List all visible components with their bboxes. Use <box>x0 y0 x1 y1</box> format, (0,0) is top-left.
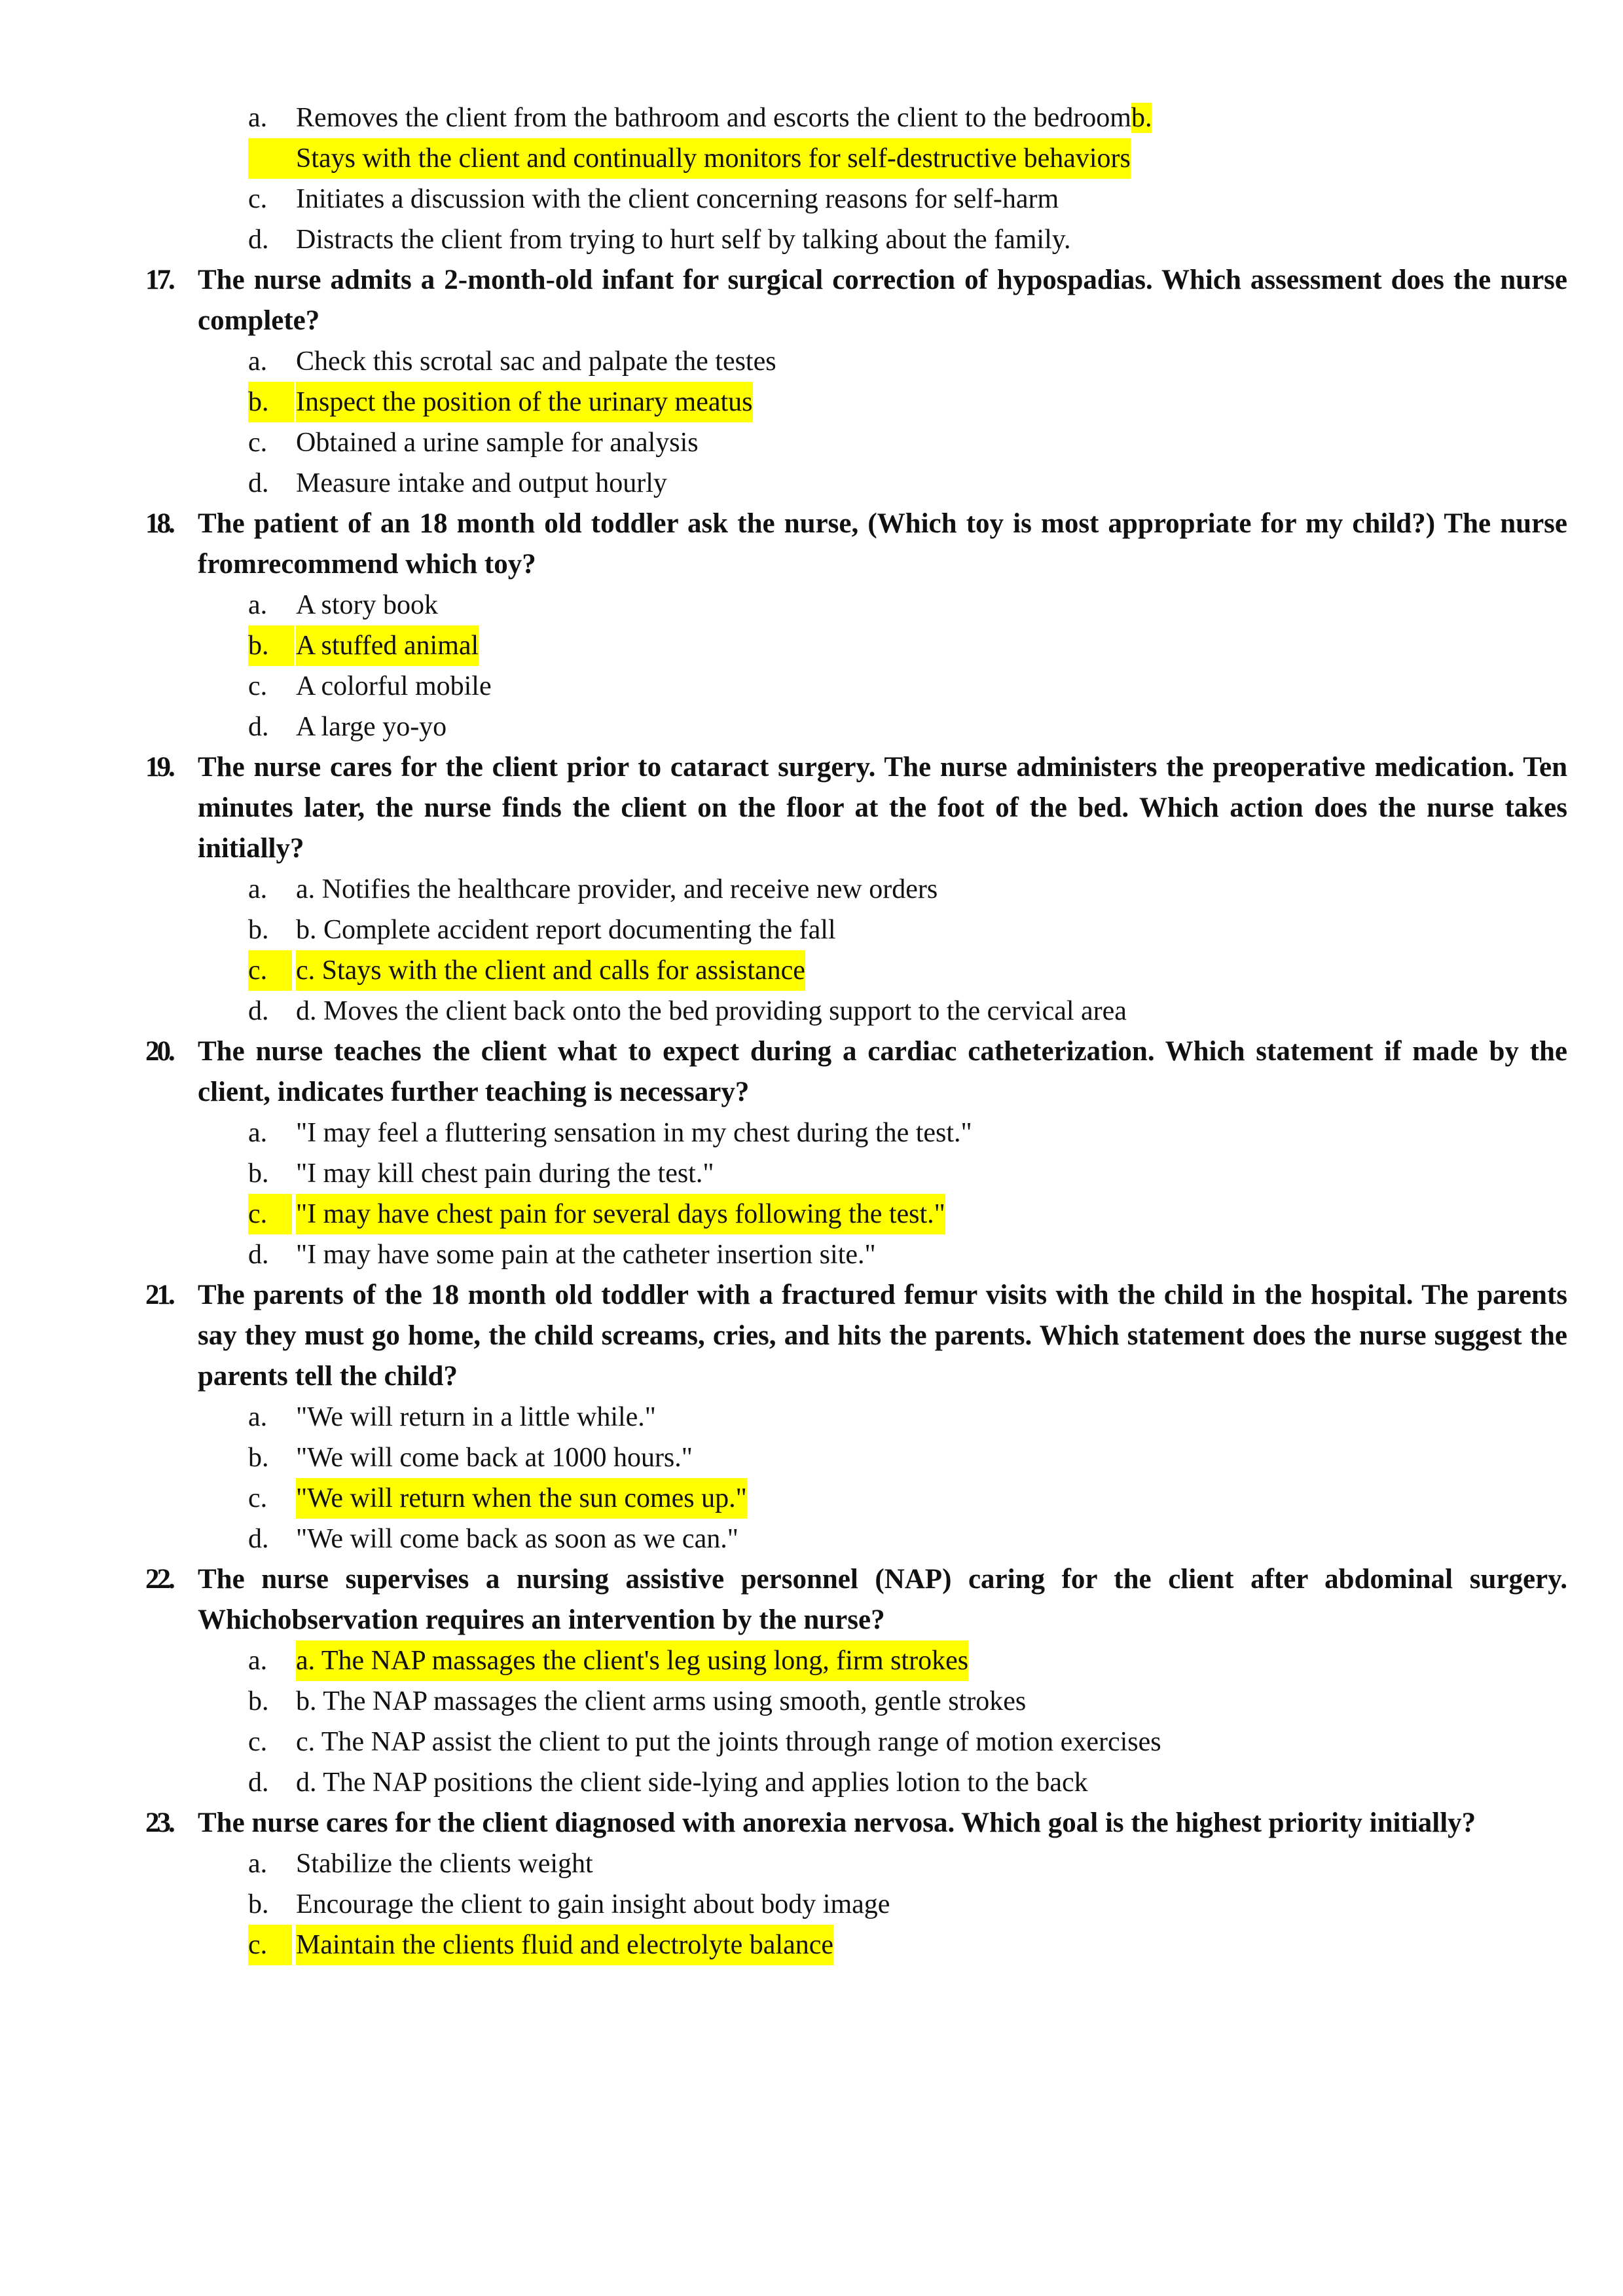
answer-option <box>0 707 1623 747</box>
option-letter: c. <box>248 428 268 458</box>
question-number: 17. <box>145 265 173 295</box>
option-letter: c. <box>248 1483 268 1513</box>
question <box>0 747 1623 869</box>
question-text: The nurse cares for the client diagnosed with anorexia nervosa. Which goal is the highest priority initially? <box>198 1807 1476 1838</box>
option-text: Stabilize the clients weight <box>296 1849 593 1879</box>
option-letter: a. <box>248 346 268 377</box>
answer-option <box>0 219 1623 260</box>
option-text: Obtained a urine sample for analysis <box>296 428 699 458</box>
answer-option <box>0 1640 1623 1681</box>
answer-option <box>0 910 1623 950</box>
option-letter: d. <box>248 1524 269 1554</box>
option-letter: d. <box>248 996 269 1026</box>
option-letter: a. <box>248 590 268 620</box>
option-letter: c. <box>248 1727 268 1757</box>
option-text: b. Complete accident report documenting the fall <box>296 915 836 945</box>
answer-option <box>0 991 1623 1031</box>
option-a-text: Removes the client from the bathroom and escorts the client to the bedroom <box>296 103 1131 133</box>
question-number: 21. <box>145 1280 173 1310</box>
answer-option <box>0 1153 1623 1194</box>
option-text: Distracts the client from trying to hurt self by talking about the family. <box>296 225 1071 255</box>
option-text: A colorful mobile <box>296 671 492 701</box>
option-letter: c. <box>248 184 268 214</box>
option-letter: b. <box>248 1158 269 1189</box>
option-letter: b. <box>248 625 294 666</box>
document-page <box>0 98 1623 1965</box>
question <box>0 1803 1623 1843</box>
option-text: "I may kill chest pain during the test." <box>296 1158 714 1189</box>
question-text: The nurse admits a 2-month-old infant for surgical correction of hypospadias. Which assessment does the nurse complete? <box>198 265 1567 336</box>
question <box>0 1031 1623 1113</box>
answer-option <box>0 341 1623 382</box>
option-letter: c. <box>248 1925 292 1965</box>
option-text: Maintain the clients fluid and electrolyte balance <box>296 1925 833 1965</box>
option-text: b. The NAP massages the client arms using smooth, gentle strokes <box>296 1686 1027 1716</box>
option-letter: d. <box>248 712 269 742</box>
option-text: "I may have some pain at the catheter insertion site." <box>296 1240 876 1270</box>
answer-option <box>0 950 1623 991</box>
option-b-letter: b. <box>1131 103 1152 133</box>
option-letter: d. <box>248 1240 269 1270</box>
option-text: c. The NAP assist the client to put the joints through range of motion exercises <box>296 1727 1161 1757</box>
answer-option <box>0 382 1623 422</box>
option-letter: b. <box>248 382 294 422</box>
answer-option <box>0 1113 1623 1153</box>
option-text: a. Notifies the healthcare provider, and receive new orders <box>296 874 938 904</box>
option-letter: c. <box>248 1194 292 1234</box>
option-text: Measure intake and output hourly <box>296 468 667 498</box>
option-text: A stuffed animal <box>296 625 479 666</box>
option-b <box>0 138 1623 179</box>
option-letter: d. <box>248 468 269 498</box>
question-text: The nurse teaches the client what to expect during a cardiac catheterization. Which statement if made by the client, indicates further teaching is necessary? <box>198 1036 1567 1107</box>
answer-option <box>0 1234 1623 1275</box>
answer-option <box>0 1925 1623 1965</box>
option-text: Inspect the position of the urinary meatus <box>296 382 753 422</box>
option-letter: b. <box>248 1686 269 1716</box>
option-letter: d. <box>248 1768 269 1798</box>
option-text: d. The NAP positions the client side-lying and applies lotion to the back <box>296 1768 1088 1798</box>
option-text: d. Moves the client back onto the bed providing support to the cervical area <box>296 996 1127 1026</box>
option-letter: a. <box>248 1849 268 1879</box>
question <box>0 1559 1623 1640</box>
option-letter: b. <box>248 915 269 945</box>
answer-option <box>0 1194 1623 1234</box>
question <box>0 504 1623 585</box>
option-letter: c. <box>248 950 292 991</box>
option-letter: c. <box>248 671 268 701</box>
question-text: The patient of an 18 month old toddler ask the nurse, (Which toy is most appropriate for my child?) The nurse fromrecommend which toy? <box>198 508 1567 580</box>
option-text: A story book <box>296 590 439 620</box>
option-text: Initiates a discussion with the client concerning reasons for self-harm <box>296 184 1059 214</box>
option-letter: a. <box>248 103 268 133</box>
question-text: The nurse cares for the client prior to cataract surgery. The nurse administers the preoperative medication. Ten minutes later, the nurse finds the client on the floor at the foot of the bed. Which action does the nurse takes initially? <box>198 752 1567 864</box>
answer-option <box>0 666 1623 707</box>
option-letter: b. <box>248 1443 269 1473</box>
answer-option <box>0 1397 1623 1437</box>
option-letter: a. <box>248 874 268 904</box>
option-text: "I may feel a fluttering sensation in my chest during the test." <box>296 1118 972 1148</box>
option-text: "I may have chest pain for several days following the test." <box>296 1194 945 1234</box>
answer-option <box>0 625 1623 666</box>
option-a <box>0 98 1623 138</box>
answer-option <box>0 1762 1623 1803</box>
option-text: "We will return when the sun comes up." <box>296 1478 747 1519</box>
question-number: 20. <box>145 1036 173 1067</box>
answer-option <box>0 1519 1623 1559</box>
answer-option <box>0 422 1623 463</box>
option-letter: a. <box>248 1646 268 1676</box>
question-number: 23. <box>145 1807 173 1838</box>
option-text: A large yo-yo <box>296 712 447 742</box>
answer-option <box>0 1681 1623 1722</box>
question <box>0 260 1623 341</box>
option-text-highlighted: Stays with the client and continually monitors for self-destructive behaviors <box>248 138 1131 179</box>
option-text <box>296 98 1152 138</box>
option-text: a. The NAP massages the client's leg using long, firm strokes <box>296 1640 968 1681</box>
option-text: Encourage the client to gain insight about body image <box>296 1889 890 1919</box>
option-text: Check this scrotal sac and palpate the testes <box>296 346 776 377</box>
question-number: 19. <box>145 752 173 783</box>
question-number: 22. <box>145 1564 173 1595</box>
answer-option <box>0 585 1623 625</box>
option-letter: a. <box>248 1118 268 1148</box>
answer-option <box>0 1437 1623 1478</box>
answer-option <box>0 1478 1623 1519</box>
option-text: c. Stays with the client and calls for assistance <box>296 950 805 991</box>
option-text: "We will come back as soon as we can." <box>296 1524 739 1554</box>
answer-option <box>0 463 1623 504</box>
answer-option <box>0 1843 1623 1884</box>
answer-option <box>0 1722 1623 1762</box>
question <box>0 1275 1623 1397</box>
question-number: 18. <box>145 508 173 539</box>
option-letter: d. <box>248 225 269 255</box>
option-letter: b. <box>248 1889 269 1919</box>
question-text: The nurse supervises a nursing assistive personnel (NAP) caring for the client after abdominal surgery. Whichobservation requires an intervention by the nurse? <box>198 1564 1567 1635</box>
answer-option <box>0 179 1623 219</box>
option-letter: a. <box>248 1402 268 1432</box>
answer-option <box>0 1884 1623 1925</box>
answer-option <box>0 869 1623 910</box>
option-text: "We will come back at 1000 hours." <box>296 1443 693 1473</box>
question-text: The parents of the 18 month old toddler with a fractured femur visits with the child in the hospital. The parents say they must go home, the child screams, cries, and hits the parents. Which statement does the nurse suggest the parents tell the child? <box>198 1280 1567 1392</box>
option-text: "We will return in a little while." <box>296 1402 656 1432</box>
